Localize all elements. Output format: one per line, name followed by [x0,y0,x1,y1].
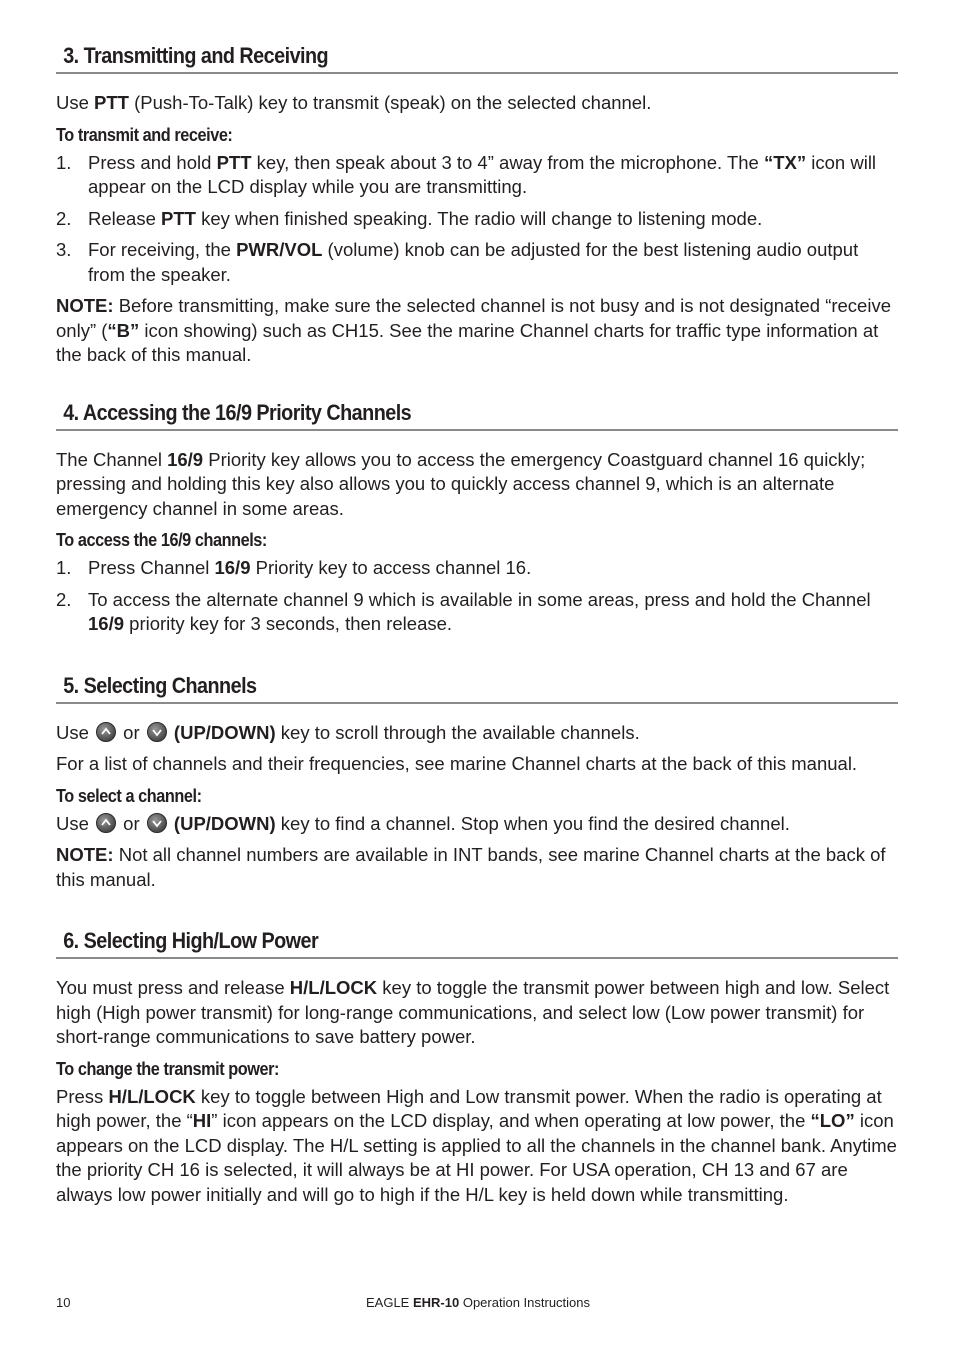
list-item: 1. Press Channel 16/9 Priority key to access channel 16. [56,557,532,578]
step-list [56,556,898,637]
section-intro: Use PTT (Push-To-Talk) key to transmit (speak) on the selected channel. [56,92,652,113]
up-arrow-key-icon [96,722,116,742]
section-divider [56,72,898,74]
section-divider [56,429,898,431]
note: NOTE: Before transmitting, make sure the selected channel is not busy and is not designated “receive only” (“B” icon showing) such as CH15. See the marine Channel charts for traffic type information at the back of this manual. [56,295,891,365]
list-item: 2. Release PTT key when finished speaking. The radio will change to listening mode. [56,207,763,229]
manual-page [56,40,898,1214]
section-heading: 5. Selecting Channels [63,672,257,698]
instruction-line: Use or (UP/DOWN) key to find a channel. Stop when you find the desired channel. [56,812,790,834]
section-intro: You must press and release H/L/LOCK key to toggle the transmit power between high and low. Select high (High power transmit) for long-range communications, and select low (Low power transmit) for short-range communications to save battery power. [56,977,890,1047]
section-heading: 6. Selecting High/Low Power [63,928,319,953]
subheading: To change the transmit power: [56,1057,280,1079]
instruction-line: Use or (UP/DOWN) key to scroll through the available channels. [56,721,640,743]
section-heading: 3. Transmitting and Receiving [63,43,329,68]
instruction-line: For a list of channels and their frequencies, see marine Channel charts at the back of this manual. [56,753,858,774]
section-intro: The Channel 16/9 Priority key allows you to access the emergency Coastguard channel 16 quickly; pressing and holding this key also allows you to quickly access channel 9, which is an alternate emergency channel in some areas. [56,448,866,519]
subheading: To access the 16/9 channels: [56,529,267,550]
subheading: To transmit and receive: [56,123,233,145]
list-item: 2. To access the alternate channel 9 which is available in some areas, press and hold the Channel 16/9 priority key for 3 seconds, then release. [56,588,871,634]
page-footer [56,1293,898,1313]
list-item: 1. Press and hold PTT key, then speak about 3 to 4” away from the microphone. The “TX” icon will appear on the LCD display while you are transmitting. [56,151,877,197]
section-heading: 4. Accessing the 16/9 Priority Channels [63,399,412,425]
step-list [56,151,898,288]
down-arrow-key-icon [147,813,167,833]
footer-title: EAGLE EHR-10 Operation Instructions [366,1295,591,1310]
section-divider [56,702,898,704]
note: NOTE: Not all channel numbers are available in INT bands, see marine Channel charts at the back of this manual. [56,844,886,890]
list-item: 3. For receiving, the PWR/VOL (volume) knob can be adjusted for the best listening audio output from the speaker. [56,239,859,285]
subheading: To select a channel: [56,784,202,806]
up-arrow-key-icon [96,813,116,833]
body-paragraph: Press H/L/LOCK key to toggle between High and Low transmit power. When the radio is operating at high power, the “HI” icon appears on the LCD display, and when operating at low power, the “LO” icon appears on the LCD display. The H/L setting is applied to all the channels in the channel bank. Anytime the priority CH 16 is selected, it will always be at HI power. For USA operation, CH 13 and 67 are always low power initially and will go to high if the H/L key is held down while transmitting. [56,1085,897,1205]
page-number: 10 [56,1295,71,1310]
section-divider [56,957,898,959]
down-arrow-key-icon [147,722,167,742]
